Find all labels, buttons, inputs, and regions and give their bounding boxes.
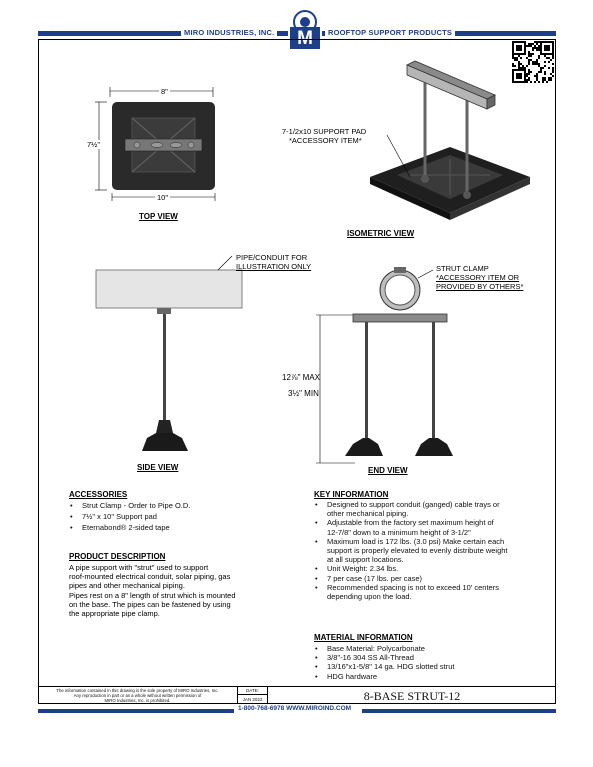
top-view-dim-width: 8" bbox=[161, 87, 168, 96]
title-block-date bbox=[238, 686, 268, 704]
description-line: roof-mounted electrical conduit, solar piping, gas bbox=[69, 572, 231, 582]
description-line: Pipes rest on a 8" length of strut which is mounted bbox=[69, 590, 236, 600]
list-item: • Recommended spacing is not to exceed 10' centers depending upon the load. bbox=[313, 583, 543, 601]
list-item: • Maximum load is 172 lbs. (3.0 psi) Make certain each support is properly elevated to evenly distribute weight at all support locations. bbox=[313, 537, 543, 565]
side-note-pipe: PIPE/CONDUIT FOR bbox=[236, 253, 308, 262]
iso-note-accessory: *ACCESSORY ITEM* bbox=[289, 136, 362, 145]
material-information-list bbox=[313, 644, 543, 681]
date-value: JAN 2022 bbox=[242, 697, 263, 702]
footer-contact: 1-800-768-6978 WWW.MIROIND.COM bbox=[238, 705, 352, 712]
list-item: • 7½" x 10" Support pad bbox=[68, 512, 278, 521]
end-note-clamp: STRUT CLAMP bbox=[436, 264, 489, 273]
end-note-accessory: *ACCESSORY ITEM OR bbox=[436, 273, 520, 282]
top-view-dim-height: 7½" bbox=[87, 140, 101, 149]
list-item: • Eternabond® 2-sided tape bbox=[68, 523, 278, 532]
list-item: • Adjustable from the factory set maximum height of 12-7/8" down to a minimum height of 3-1/2" bbox=[313, 518, 543, 536]
header-company: MIRO INDUSTRIES, INC. bbox=[181, 28, 277, 37]
title-block-disclaimer: The information contained in this drawing is the sole property of MIRO Industries, Inc. Any reproduction in part or as a whole without written permission of MIRO Industries, Inc. is prohibited. bbox=[38, 686, 238, 704]
list-item: • Unit Weight: 2.34 lbs. bbox=[313, 564, 543, 573]
key-information-heading: KEY INFORMATION bbox=[314, 490, 389, 499]
date-label: DATE: bbox=[238, 687, 267, 695]
description-line: pipes and other mechanical piping. bbox=[69, 581, 185, 591]
end-dim-min: 3½" MIN bbox=[288, 389, 319, 398]
product-description-text bbox=[69, 563, 299, 618]
top-view-label: TOP VIEW bbox=[139, 212, 178, 221]
description-line: on the base. The pipes can be fastened by using bbox=[69, 599, 231, 609]
end-dim-max: 12⅞" MAX bbox=[282, 373, 320, 382]
end-view-label: END VIEW bbox=[368, 466, 408, 475]
footer-bar-right bbox=[362, 709, 556, 713]
list-item: • Strut Clamp - Order to Pipe O.D. bbox=[68, 501, 278, 510]
description-line: the appropriate pipe clamp. bbox=[69, 609, 160, 619]
part-name: 8-BASE STRUT-12 bbox=[363, 689, 461, 703]
key-information-list bbox=[313, 500, 543, 601]
side-view-label: SIDE VIEW bbox=[137, 463, 179, 472]
side-note-illustration: ILLUSTRATION ONLY bbox=[236, 262, 312, 271]
iso-note-pad: 7-1/2x10 SUPPORT PAD bbox=[282, 127, 367, 136]
list-item: • 3/8"-16 304 SS All-Thread bbox=[313, 653, 543, 662]
accessories-heading: ACCESSORIES bbox=[69, 490, 128, 499]
material-information-heading: MATERIAL INFORMATION bbox=[314, 633, 413, 642]
list-item: • Designed to support conduit (ganged) cable trays or other mechanical piping. bbox=[313, 500, 543, 518]
top-view-dim-bottom: 10" bbox=[157, 193, 169, 202]
list-item: • HDG hardware bbox=[313, 672, 543, 681]
end-note-others: PROVIDED BY OTHERS* bbox=[436, 282, 524, 291]
product-description-heading: PRODUCT DESCRIPTION bbox=[69, 552, 166, 561]
footer-bar-left bbox=[38, 709, 234, 713]
isometric-view-drawing bbox=[355, 55, 555, 225]
list-item: • 7 per case (17 lbs. per case) bbox=[313, 574, 543, 583]
header-tagline: ROOFTOP SUPPORT PRODUCTS bbox=[325, 28, 455, 37]
isometric-view-label: ISOMETRIC VIEW bbox=[347, 229, 415, 238]
accessories-list bbox=[68, 501, 278, 533]
list-item: • 13/16"x1-5/8" 14 ga. HDG slotted strut bbox=[313, 662, 543, 671]
logo-letter: M bbox=[297, 28, 313, 49]
title-block-part bbox=[268, 686, 556, 704]
list-item: • Base Material: Polycarbonate bbox=[313, 644, 543, 653]
top-view-drawing bbox=[85, 85, 235, 205]
side-view-drawing bbox=[90, 248, 290, 448]
description-line: A pipe support with "strut" used to support bbox=[69, 563, 209, 572]
